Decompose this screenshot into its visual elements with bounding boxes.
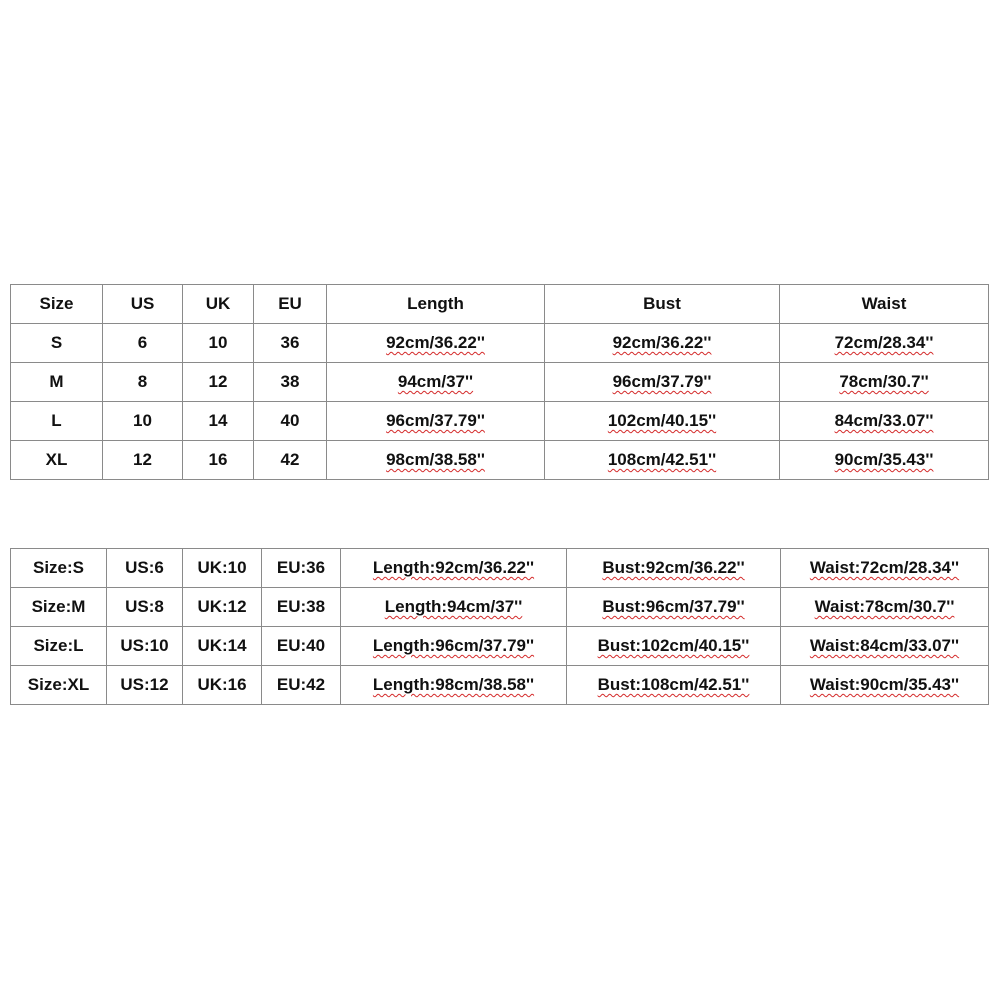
cell-length xyxy=(341,588,567,627)
header-cell-us: US xyxy=(103,285,183,324)
length-value: Length:96cm/37.79'' xyxy=(372,636,535,655)
cell-size: M xyxy=(11,363,103,402)
table-row xyxy=(11,402,989,441)
waist-value: 78cm/30.7'' xyxy=(839,372,929,391)
header-cell-length: Length xyxy=(327,285,545,324)
cell-eu: EU:42 xyxy=(262,666,341,705)
cell-us: US:6 xyxy=(107,549,183,588)
cell-eu: 38 xyxy=(254,363,327,402)
cell-eu: 40 xyxy=(254,402,327,441)
cell-waist xyxy=(781,549,989,588)
waist-value: Waist:84cm/33.07'' xyxy=(809,636,960,655)
size-chart-table xyxy=(10,284,989,480)
cell-bust xyxy=(545,324,780,363)
cell-waist xyxy=(780,324,989,363)
waist-value: Waist:78cm/30.7'' xyxy=(814,597,955,616)
cell-us: US:12 xyxy=(107,666,183,705)
cell-length xyxy=(341,627,567,666)
cell-length xyxy=(327,402,545,441)
table-row xyxy=(11,324,989,363)
table-row xyxy=(11,627,989,666)
table-row xyxy=(11,441,989,480)
size-detail-table xyxy=(10,548,989,705)
cell-waist xyxy=(781,588,989,627)
table-row xyxy=(11,549,989,588)
cell-length xyxy=(341,666,567,705)
cell-us: 12 xyxy=(103,441,183,480)
cell-us: US:8 xyxy=(107,588,183,627)
cell-uk: UK:14 xyxy=(183,627,262,666)
bust-value: Bust:102cm/40.15'' xyxy=(597,636,750,655)
cell-size: Size:S xyxy=(11,549,107,588)
length-value: Length:98cm/38.58'' xyxy=(372,675,535,694)
cell-size: Size:L xyxy=(11,627,107,666)
cell-length xyxy=(327,441,545,480)
cell-bust xyxy=(567,666,781,705)
cell-bust xyxy=(567,627,781,666)
cell-size: S xyxy=(11,324,103,363)
cell-length xyxy=(327,363,545,402)
cell-bust xyxy=(545,441,780,480)
cell-uk: UK:16 xyxy=(183,666,262,705)
waist-value: 72cm/28.34'' xyxy=(834,333,934,352)
bust-value: 102cm/40.15'' xyxy=(607,411,717,430)
cell-uk: UK:12 xyxy=(183,588,262,627)
bust-value: Bust:92cm/36.22'' xyxy=(602,558,745,577)
waist-value: Waist:72cm/28.34'' xyxy=(809,558,960,577)
cell-waist xyxy=(781,627,989,666)
cell-bust xyxy=(567,588,781,627)
cell-eu: 42 xyxy=(254,441,327,480)
length-value: 96cm/37.79'' xyxy=(386,411,485,430)
cell-bust xyxy=(545,363,780,402)
header-cell-uk: UK xyxy=(183,285,254,324)
bust-value: Bust:108cm/42.51'' xyxy=(597,675,750,694)
length-value: Length:92cm/36.22'' xyxy=(372,558,535,577)
cell-us: 10 xyxy=(103,402,183,441)
cell-uk: 10 xyxy=(183,324,254,363)
cell-size: Size:XL xyxy=(11,666,107,705)
header-cell-size: Size xyxy=(11,285,103,324)
cell-waist xyxy=(780,402,989,441)
waist-value: 84cm/33.07'' xyxy=(834,411,934,430)
header-row xyxy=(11,285,989,324)
cell-size: XL xyxy=(11,441,103,480)
cell-eu: 36 xyxy=(254,324,327,363)
table-row xyxy=(11,588,989,627)
bust-value: Bust:96cm/37.79'' xyxy=(602,597,745,616)
length-value: 94cm/37'' xyxy=(397,372,474,391)
cell-waist xyxy=(780,363,989,402)
cell-size: Size:M xyxy=(11,588,107,627)
header-cell-waist: Waist xyxy=(780,285,989,324)
header-cell-eu: EU xyxy=(254,285,327,324)
cell-waist xyxy=(781,666,989,705)
cell-uk: 16 xyxy=(183,441,254,480)
table-row xyxy=(11,666,989,705)
bust-value: 92cm/36.22'' xyxy=(612,333,712,352)
length-value: 92cm/36.22'' xyxy=(386,333,485,352)
cell-uk: UK:10 xyxy=(183,549,262,588)
waist-value: Waist:90cm/35.43'' xyxy=(809,675,960,694)
cell-waist xyxy=(780,441,989,480)
cell-eu: EU:40 xyxy=(262,627,341,666)
cell-length xyxy=(327,324,545,363)
bust-value: 108cm/42.51'' xyxy=(607,450,717,469)
cell-bust xyxy=(545,402,780,441)
cell-us: 8 xyxy=(103,363,183,402)
header-cell-bust: Bust xyxy=(545,285,780,324)
bust-value: 96cm/37.79'' xyxy=(612,372,712,391)
cell-length xyxy=(341,549,567,588)
cell-us: 6 xyxy=(103,324,183,363)
cell-uk: 12 xyxy=(183,363,254,402)
cell-bust xyxy=(567,549,781,588)
cell-size: L xyxy=(11,402,103,441)
cell-us: US:10 xyxy=(107,627,183,666)
cell-uk: 14 xyxy=(183,402,254,441)
length-value: 98cm/38.58'' xyxy=(386,450,485,469)
cell-eu: EU:38 xyxy=(262,588,341,627)
length-value: Length:94cm/37'' xyxy=(384,597,523,616)
cell-eu: EU:36 xyxy=(262,549,341,588)
waist-value: 90cm/35.43'' xyxy=(834,450,934,469)
table-row xyxy=(11,363,989,402)
